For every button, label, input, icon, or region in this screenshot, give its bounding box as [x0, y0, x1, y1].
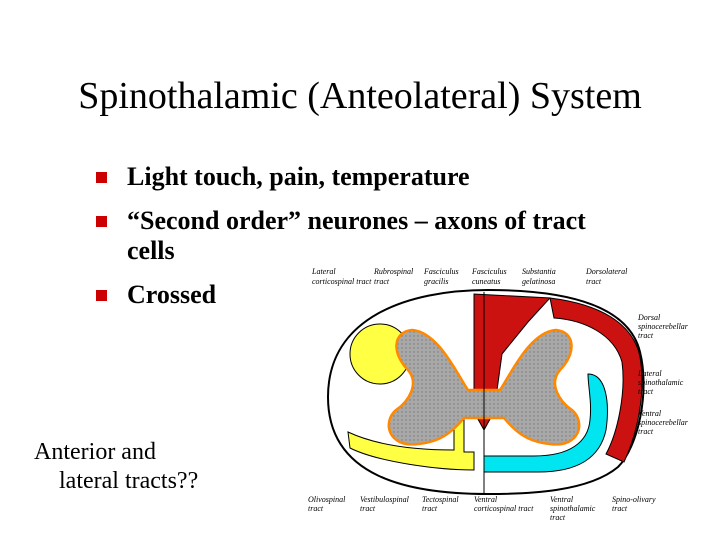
svg-text:cuneatus: cuneatus [472, 277, 501, 286]
square-bullet-icon [96, 172, 107, 183]
label-olivospinal: Olivospinal [308, 495, 346, 504]
svg-text:tract: tract [612, 504, 628, 513]
label-spino-olivary: Spino-olivary [612, 495, 656, 504]
square-bullet-icon [96, 216, 107, 227]
svg-text:tract: tract [374, 277, 390, 286]
svg-text:tract: tract [550, 513, 566, 522]
label-ventral-corticospinal: Ventral [474, 495, 498, 504]
label-ventral-spinothalamic: Ventral [550, 495, 574, 504]
bullet-item [96, 206, 716, 266]
label-ventral-spinocerebellar: Ventral [638, 409, 662, 418]
svg-text:tract: tract [638, 387, 654, 396]
slide-title: Spinothalamic (Anteolateral) System [78, 75, 642, 117]
svg-text:corticospinal tract: corticospinal tract [474, 504, 534, 513]
label-lateral-spinothalamic: Lateral [638, 369, 662, 378]
bullet-item [96, 162, 716, 192]
label-tectospinal: Tectospinal [422, 495, 459, 504]
svg-text:tract: tract [586, 277, 602, 286]
svg-text:gracilis: gracilis [424, 277, 449, 286]
svg-text:tract: tract [638, 331, 654, 340]
svg-text:gelatinosa: gelatinosa [522, 277, 556, 286]
label-fasciculus-cuneatus: Fasciculus [472, 267, 507, 276]
label-substantia-gelatinosa: Substantia [522, 267, 556, 276]
bullet-text: Light touch, pain, temperature [127, 162, 470, 191]
question-line-2: lateral tracts?? [59, 468, 199, 494]
bullet-text-continued: cells [127, 236, 175, 265]
label-rubrospinal: Rubrospinal [374, 267, 414, 276]
label-fasciculus-gracilis: Fasciculus [424, 267, 459, 276]
label-dorsal-spinocerebellar: Dorsal [638, 313, 661, 322]
label-dorsolateral: Dorsolateral [586, 267, 628, 276]
svg-text:tract: tract [638, 427, 654, 436]
svg-text:spinocerebellar: spinocerebellar [638, 322, 688, 331]
question-text [34, 438, 198, 496]
bullet-text: “Second order” neurones – axons of tract [127, 206, 586, 235]
svg-text:spinocerebellar: spinocerebellar [638, 418, 688, 427]
spinal-cord-cross-section [288, 262, 720, 525]
svg-text:spinothalamic: spinothalamic [550, 504, 596, 513]
bullet-text: Crossed [127, 280, 217, 309]
label-vestibulospinal: Vestibulospinal [360, 495, 409, 504]
square-bullet-icon [96, 290, 107, 301]
svg-text:tract: tract [360, 504, 376, 513]
svg-text:tract: tract [422, 504, 438, 513]
spinal-cord-diagram [288, 262, 720, 525]
label-lateral-corticospinal: Lateral [312, 267, 336, 276]
svg-text:corticospinal tract: corticospinal tract [312, 277, 372, 286]
svg-text:spinothalamic: spinothalamic [638, 378, 684, 387]
svg-text:tract: tract [308, 504, 324, 513]
question-line-1: Anterior and [34, 439, 156, 465]
